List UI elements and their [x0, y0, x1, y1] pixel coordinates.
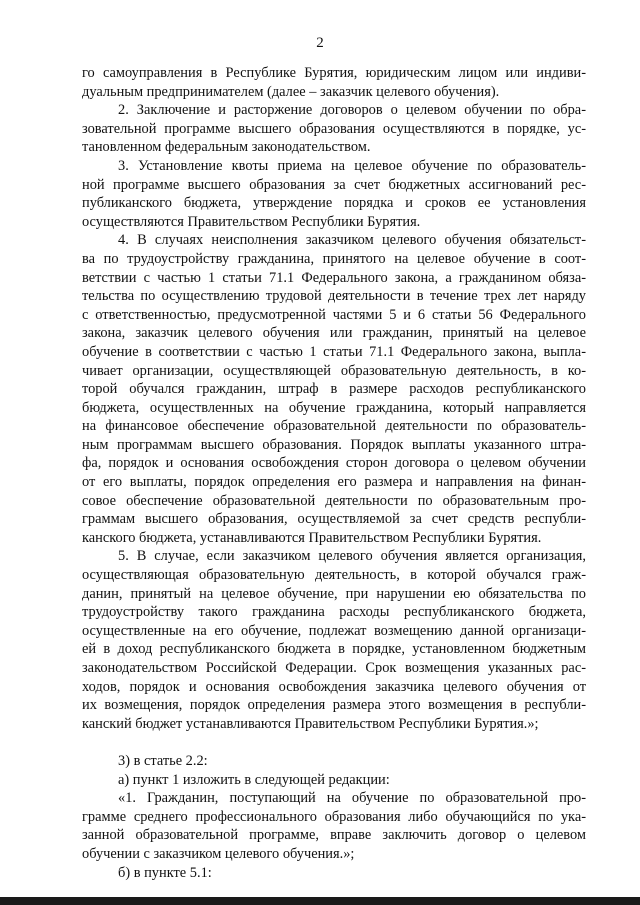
text-line: ходов, порядок и основания освобождения заказчика целевого обучения от — [82, 678, 586, 695]
text-line: 5. В случае, если заказчиком целевого обучения является организация, — [118, 548, 586, 565]
document-body — [82, 64, 586, 882]
text-line: тановленном федеральным законодательством. — [82, 139, 371, 156]
text-line: граммам высшего образования, осуществляемой за счет средств республи- — [82, 511, 586, 528]
text-line: канского бюджета, устанавливаются Правительством Республики Бурятия. — [82, 529, 542, 546]
text-line: обучение в соответствии с частью 1 статьи 71.1 Федерального закона, выпла- — [82, 343, 586, 360]
text-line: ветствии с частью 1 статьи 71.1 Федерального закона, а гражданином обяза- — [82, 269, 586, 286]
text-line: бюджета, осуществленных на обучение гражданина, который направляется — [82, 399, 586, 416]
text-line: публиканского бюджета, утверждение порядка и сроков ее установления — [82, 195, 586, 212]
scan-bottom-edge — [0, 897, 640, 905]
text-line: 4. В случаях неисполнения заказчиком целевого обучения обязательст- — [118, 232, 586, 249]
text-line: б) в пункте 5.1: — [118, 864, 212, 881]
text-line: ва по трудоустройству гражданина, принятого на целевое обучение в соот- — [82, 250, 586, 267]
text-line: на финансовое обеспечение образовательной деятельности по образователь- — [82, 418, 586, 435]
text-line: от его выплаты, порядок определения его размера и направления на финан- — [82, 474, 586, 491]
text-line: фа, порядок и основания освобождения сторон договора о целевом обучении — [82, 455, 586, 472]
text-line: ей в доход республиканского бюджета в порядке, установленном бюджетным — [82, 641, 586, 658]
text-line: 2. Заключение и расторжение договоров о целевом обучении по обра- — [118, 102, 586, 119]
text-line: законодательством Российской Федерации. Срок возмещения указанных рас- — [82, 660, 586, 676]
text-line: а) пункт 1 изложить в следующей редакции: — [118, 771, 390, 788]
text-line: дуальным предпринимателем (далее – заказчик целевого обучения). — [82, 83, 500, 100]
text-line: 3. Установление квоты приема на целевое обучение по образователь- — [118, 157, 586, 174]
text-line: тельства по осуществлению трудовой деятельности в течение трех лет наряду — [82, 288, 586, 305]
text-line: «1. Гражданин, поступающий на обучение по образовательной про- — [118, 790, 586, 807]
text-line: данин, принятый на целевое обучение, при нарушении ею обязательства по — [82, 585, 586, 602]
text-line: 3) в статье 2.2: — [118, 752, 208, 769]
text-line: с ответственностью, предусмотренной частями 5 и 6 статьи 56 Федерального — [82, 306, 586, 323]
text-line: трудоустройству такого гражданина расходы республиканского бюджета, — [82, 604, 586, 621]
paragraph-gap — [82, 733, 586, 752]
text-line: зовательной программе высшего образования осуществляются в порядке, ус- — [82, 120, 586, 137]
text-line: обучении с заказчиком целевого обучения.»; — [82, 845, 355, 862]
text-line: осуществляющая образовательную деятельность, в которой обучался граж- — [82, 567, 586, 584]
text-line: осуществляются Правительством Республики Бурятия. — [82, 213, 421, 230]
text-line: канский бюджет устанавливаются Правительством Республики Бурятия.»; — [82, 715, 539, 732]
text-line: го самоуправления в Республике Бурятия, юридическим лицом или индиви- — [82, 65, 586, 81]
text-line: совое обеспечение образовательной деятельности по образовательным про- — [82, 492, 586, 509]
page-number: 2 — [316, 35, 324, 51]
text-line: осуществленные на его обучение, подлежат возмещению данной организаци- — [82, 622, 586, 639]
text-line: их возмещения, порядок определения размера этого возмещения в республи- — [82, 697, 586, 714]
text-line: занной образовательной программе, вправе заключить договор о целевом — [82, 827, 586, 844]
text-line: чивает организации, осуществляющей образовательную деятельность, в ко- — [82, 362, 586, 379]
text-line: закона, заказчик целевого обучения или гражданин, принятый на целевое — [82, 325, 586, 342]
text-line: грамме среднего профессионального образования либо обучающийся по ука- — [82, 808, 586, 825]
text-line: торой обучался гражданин, штраф в размере расходов республиканского — [82, 381, 586, 398]
text-line: ным программам высшего образования. Порядок выплаты указанного штра- — [82, 436, 586, 453]
text-line: ной программе высшего образования за счет бюджетных ассигнований рес- — [82, 176, 586, 193]
